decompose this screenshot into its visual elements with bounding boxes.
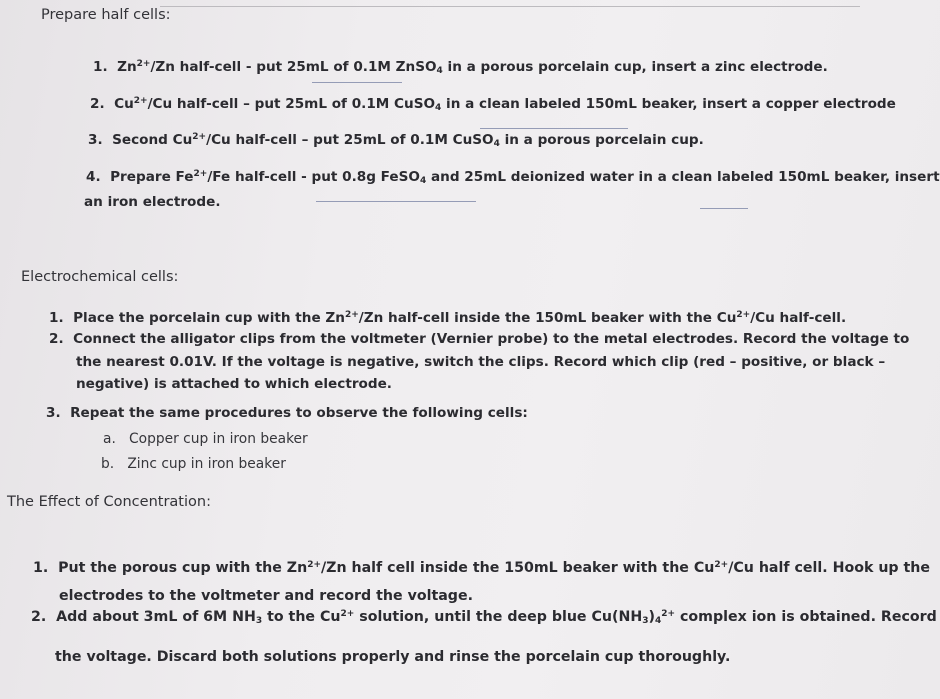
- prepare-item-2: 2. $Cu^{2+}/Cu$ half-cell – put 25mL of 0.1M CuSO$_4$ in a clean labeled 150mL beaker, insert a copper electrode: [90, 96, 896, 113]
- sub-item-b: b. Zinc cup in iron beaker: [101, 456, 286, 472]
- concentration-item-2-line2: the voltage. Discard both solutions properly and rinse the porcelain cup thoroughly.: [55, 649, 731, 665]
- prepare-item-3: 3. Second $Cu^{2+}/Cu$ half-cell – put 25mL of 0.1M CuSO$_4$ in a porous porcelain cup.: [88, 132, 704, 149]
- prepare-item-4-line2: an iron electrode.: [84, 194, 221, 210]
- electro-item-1: 1. Place the porcelain cup with the $Zn^{2+}/Zn$ half-cell inside the 150mL beaker with the $Cu^{2+}/Cu$ half-cell.: [49, 310, 847, 326]
- section-heading-prepare: Prepare half cells:: [41, 7, 171, 23]
- concentration-item-1: 1. Put the porous cup with the $Zn^{2+}/Zn$ half cell inside the 150mL beaker with the $Cu^{2+}/Cu$ half cell. Hook up the: [33, 560, 931, 576]
- electro-item-3: 3. Repeat the same procedures to observe the following cells:: [46, 405, 528, 421]
- underline-mark: [312, 82, 402, 83]
- electro-item-2-line3: negative) is attached to which electrode.: [76, 376, 392, 392]
- section-heading-concentration: The Effect of Concentration:: [7, 494, 211, 510]
- sub-item-a: a. Copper cup in iron beaker: [103, 431, 308, 447]
- underline-mark: [700, 208, 748, 209]
- section-heading-electrochemical: Electrochemical cells:: [21, 269, 179, 285]
- underline-mark: [316, 201, 476, 202]
- prepare-item-1: 1. $Zn^{2+}/Zn$ half-cell - put 25mL of 0.1M ZnSO$_4$ in a porous porcelain cup, insert a zinc electrode.: [93, 59, 828, 76]
- top-rule: [160, 6, 860, 7]
- electro-item-2: 2. Connect the alligator clips from the voltmeter (Vernier probe) to the metal electrodes. Record the voltage to: [49, 331, 910, 347]
- electro-item-2-line2: the nearest 0.01V. If the voltage is negative, switch the clips. Record which clip (red – positive, or black –: [76, 354, 886, 370]
- concentration-item-1-line2: electrodes to the voltmeter and record the voltage.: [59, 588, 473, 604]
- concentration-item-2: 2. Add about 3mL of 6M $NH_3$ to the $Cu^{2+}$ solution, until the deep blue $Cu(NH_3)_4^{2+}$ complex ion is obtained. Record: [31, 609, 937, 626]
- underline-mark: [480, 128, 628, 129]
- prepare-item-4: 4. Prepare $Fe^{2+}/Fe$ half-cell - put 0.8g FeSO$_4$ and 25mL deionized water in a clean labeled 150mL beaker, insert: [86, 169, 940, 186]
